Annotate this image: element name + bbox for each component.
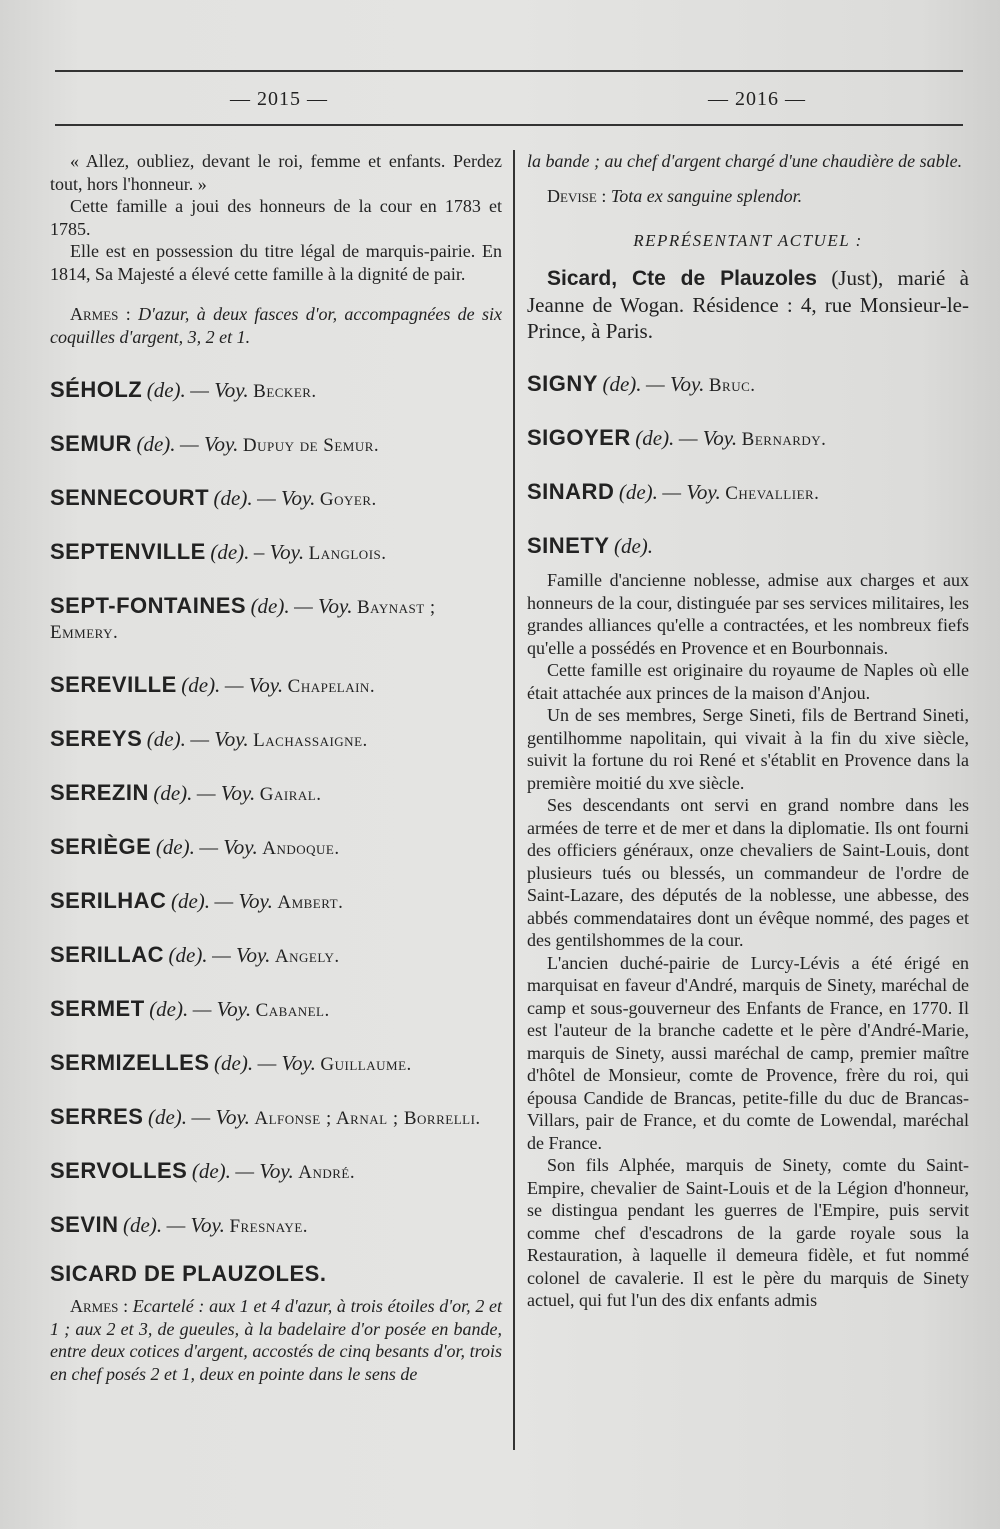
representant-name: Sicard, Cte de Plauzoles [547,267,817,290]
entry-particle: (de). [155,835,195,859]
entry-voy: — Voy. [235,1159,294,1183]
entry-item [50,1213,502,1239]
entry-reference: Langlois. [308,543,387,564]
entry-item [50,486,502,512]
entry-voy: — Voy. [294,594,353,618]
intro-quote: « Allez, oubliez, devant le roi, femme et enfants. Perdez tout, hors l'honneur. » [50,151,502,194]
entry-name: SÉHOLZ [50,377,143,402]
entry-particle: (de). [191,1159,231,1183]
entry-item [50,1051,502,1077]
entry-reference: Goyer. [319,489,377,510]
entry-voy: — Voy. [662,480,721,504]
entry-voy: — Voy. [214,889,273,913]
entry-reference: Bernardy. [741,429,827,450]
entry-name: SEREZIN [50,780,149,805]
intro-paragraph: Cette famille a joui des honneurs de la cour en 1783 et 1785. [50,196,502,239]
left-column [50,150,502,1385]
armes-text: D'azur, à deux fasces d'or, accompagnées de six coquilles d'argent, 3, 2 et 1. [50,304,502,347]
entry-name: SERILHAC [50,888,167,913]
sinety-heading-entry [527,534,969,559]
entry-particle: (de). [613,534,654,558]
entry-particle: (de). [147,1105,188,1129]
entry-name: SEREYS [50,726,143,751]
sinety-paragraph: Son fils Alphée, marquis de Sinety, comte du Saint-Empire, chevalier de Saint-Louis et de la Légion d'honneur, se distingua pendant les guerres de l'Empire, puis servit comme chef d'escadrons de la garde royale sous la Restauration, à laquelle il demeura fidèle, et fut nommé colonel de cavalerie. Il est le père du marquis de Sinety actuel, qui fut l'un des dix enfants admis [527,1155,969,1310]
entry-name: SINETY [527,533,610,558]
sicard-heading: SICARD DE PLAUZOLES. [50,1261,327,1286]
sinety-paragraph: Un de ses membres, Serge Sineti, fils de Bertrand Sineti, gentilhomme napolitain, qui vivait à la fin du xive siècle, suivit la fortune du roi René et s'établit en Provence dans la première moitié du xve siècle. [527,705,969,793]
entry-item [50,432,502,458]
entry-name: SINARD [527,479,615,504]
entry-name: SEREVILLE [50,672,177,697]
entry-reference: Becker. [253,381,317,402]
entry-voy: – Voy. [253,540,305,564]
entry-reference: Baynast ; Emmery. [50,597,436,643]
entry-voy: — Voy. [257,486,316,510]
sicard-armes-text: Ecartelé : aux 1 et 4 d'azur, à trois étoiles d'or, 2 et 1 ; aux 2 et 3, de gueules, à la badelaire d'or posée en bande, entre deux cotices d'argent, accostés de cinq besants d'or, trois en chef posés 2 et 1, deux en pointe dans le sens de [50,1296,502,1384]
entry-voy: — Voy. [212,943,271,967]
entry-name: SEPTENVILLE [50,539,206,564]
devise-label: Devise : [547,185,607,206]
entry-name: SIGOYER [527,425,631,450]
entry-voy: — Voy. [196,781,256,805]
entry-voy: — Voy. [192,997,252,1021]
header-rule-top [55,70,963,72]
entry-particle: (de). [123,1213,163,1237]
entry-item [50,378,502,404]
entry-voy: — Voy. [190,378,249,402]
left-entries-list [50,378,502,1239]
entry-reference: Guillaume. [320,1054,412,1075]
entry-item [50,673,502,699]
entry-item [50,889,502,915]
entry-reference: Fresnaye. [229,1216,309,1237]
entry-particle: (de). [214,1051,254,1075]
entry-particle: (de). [618,480,658,504]
entry-name: SIGNY [527,371,598,396]
entry-reference: Lachassaigne. [253,730,368,751]
entry-particle: (de). [136,432,176,456]
right-entries-list [527,372,969,506]
devise-text: Tota ex sanguine splendor. [610,185,803,206]
entry-voy: — Voy. [224,673,284,697]
entry-name: SERILLAC [50,942,164,967]
entry-particle: (de). [146,727,186,751]
devise-paragraph [527,185,969,208]
entry-reference: Angely. [274,946,340,967]
entry-item [50,1159,502,1185]
entry-particle: (de). [210,540,250,564]
left-page-number: — 2015 — [230,88,328,110]
entry-reference: Andoque. [262,838,340,859]
entry-particle: (de). [213,486,253,510]
sinety-paragraph: L'ancien duché-pairie de Lurcy-Lévis a été érigé en marquisat en faveur d'André, marquis de Sinety, maréchal de camp et sous-gouverneur des Enfants de France, en 1770. Il est l'auteur de la branche cadette et le père d'André-Marie, marquis de Sinety, aussi maréchal de camp, premier maître d'hôtel de Monsieur, comte de Provence, frère du roi, qui épousa Candide de Brancas, petite-fille du duc de Brancas-Villars, pair de France, et du comte de Lowendal, maréchal de France. [527,952,969,1153]
entry-name: SERMIZELLES [50,1050,210,1075]
entry-item [50,594,502,645]
entry-particle: (de). [153,781,193,805]
header-rule-bottom [55,124,963,126]
entry-voy: — Voy. [166,1213,225,1237]
sinety-paragraph: Ses descendants ont servi en grand nombre dans les armées de terre et de mer et dans la diplomatie. Ils ont fourni des officiers généraux, onze chevaliers de Saint-Louis, dont plusieurs tués ou blessés, un commandeur de l'ordre de Saint-Lazare, des députés de la noblesse, une abbesse, des abbés commendataires dont un évêque nommé, des pages et des gentilshommes de la cour. [527,795,969,950]
representant-paragraph [527,265,969,344]
entry-item [527,426,969,452]
entry-particle: (de). [146,378,186,402]
entry-item [50,835,502,861]
entry-reference: André. [298,1162,356,1183]
entry-name: SERVOLLES [50,1158,188,1183]
entry-name: SEVIN [50,1212,119,1237]
sinety-paragraph: Cette famille est originaire du royaume de Naples où elle était attachée aux princes de la maison d'Anjou. [527,660,969,703]
entry-reference: Ambert. [277,892,344,913]
entry-name: SERMET [50,996,145,1021]
entry-reference: Gairal. [259,784,322,805]
entry-particle: (de). [149,997,189,1021]
entry-reference: Alfonse ; Arnal ; Borrelli. [254,1108,481,1129]
entry-particle: (de). [168,943,208,967]
representant-title: REPRÉSENTANT ACTUEL : [633,231,863,250]
entry-voy: — Voy. [191,1105,250,1129]
sicard-armes-paragraph [50,1295,502,1385]
entry-item [527,480,969,506]
right-page-number: — 2016 — [708,88,806,110]
entry-item [50,781,502,807]
armes-label: Armes : [70,304,131,324]
armes-paragraph [50,303,502,348]
entry-voy: — Voy. [646,372,705,396]
entry-particle: (de). [250,594,290,618]
entry-item [50,727,502,753]
entry-reference: Dupuy de Semur. [242,435,380,456]
entry-item [50,540,502,566]
column-divider [513,150,515,1450]
entry-voy: — Voy. [257,1051,316,1075]
sinety-paragraph: Famille d'ancienne noblesse, admise aux charges et aux honneurs de la cour, distinguée par ses services militaires, les grandes alliances qu'elle a contractées, et les nombreux fiefs qu'elle a possédés en Provence et en Bourbonnais. [527,570,969,658]
entry-particle: (de). [635,426,675,450]
entry-item [50,1105,502,1131]
entry-name: SEPT-FONTAINES [50,593,247,618]
entry-reference: Cabanel. [255,1000,330,1021]
entry-voy: — Voy. [180,432,239,456]
entry-reference: Chevallier. [725,483,820,504]
entry-item [50,943,502,969]
intro-paragraph: Elle est en possession du titre légal de marquis-pairie. En 1814, Sa Majesté a élevé cette famille à la dignité de pair. [50,241,502,284]
entry-voy: — Voy. [199,835,258,859]
entry-name: SERRES [50,1104,144,1129]
entry-voy: — Voy. [678,426,738,450]
entry-item [50,997,502,1023]
representant-details: (Just), marié à Jeanne de Wogan. Résidence : 4, rue Monsieur-le-Prince, à Paris. [527,266,969,343]
entry-name: SERIÈGE [50,834,152,859]
sicard-armes-label: Armes : [70,1296,129,1316]
entry-particle: (de). [170,889,211,913]
entry-reference: Chapelain. [287,676,376,697]
right-column [527,150,969,1312]
entry-voy: — Voy. [190,727,249,751]
entry-particle: (de). [181,673,221,697]
entry-particle: (de). [602,372,642,396]
sinety-text [527,569,969,1312]
armes-continued: la bande ; au chef d'argent chargé d'une chaudière de sable. [527,151,963,171]
entry-name: SEMUR [50,431,132,456]
entry-item [527,372,969,398]
entry-name: SENNECOURT [50,485,210,510]
entry-reference: Bruc. [708,375,756,396]
